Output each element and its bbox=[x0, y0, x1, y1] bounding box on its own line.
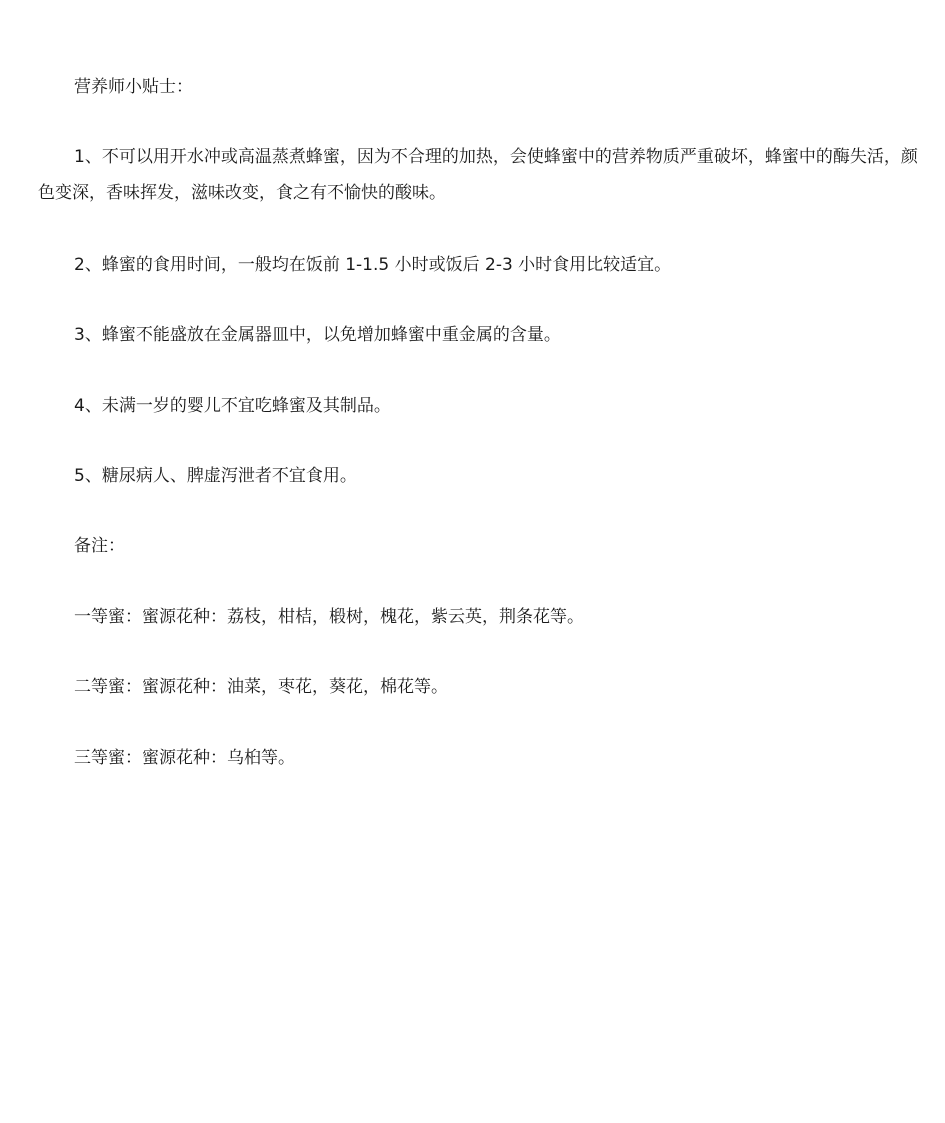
tip-item-3: 3、蜂蜜不能盛放在金属器皿中，以免增加蜂蜜中重金属的含量。 bbox=[74, 325, 561, 345]
tip-item-2: 2、蜂蜜的食用时间，一般均在饭前 1-1.5 小时或饭后 2-3 小时食用比较适宜。 bbox=[74, 255, 672, 275]
tips-heading: 营养师小贴士： bbox=[74, 77, 193, 97]
grade-item-2: 二等蜜：蜜源花种：油菜，枣花，葵花，棉花等。 bbox=[74, 677, 448, 697]
tip-item-1: 1、不可以用开水冲或高温蒸煮蜂蜜，因为不合理的加热，会使蜂蜜中的营养物质严重破坏，蜂蜜中的酶失活，颜色变深，香味挥发，滋味改变，食之有不愉快的酸味。 bbox=[38, 147, 918, 203]
tip-item-4: 4、未满一岁的婴儿不宜吃蜂蜜及其制品。 bbox=[74, 396, 391, 416]
note-heading: 备注： bbox=[74, 536, 125, 556]
tip-item-5: 5、糖尿病人、脾虚泻泄者不宜食用。 bbox=[74, 466, 357, 486]
grade-item-3: 三等蜜：蜜源花种：乌桕等。 bbox=[74, 748, 295, 768]
grade-item-1: 一等蜜：蜜源花种：荔枝，柑桔，椴树，槐花，紫云英，荆条花等。 bbox=[74, 607, 584, 627]
